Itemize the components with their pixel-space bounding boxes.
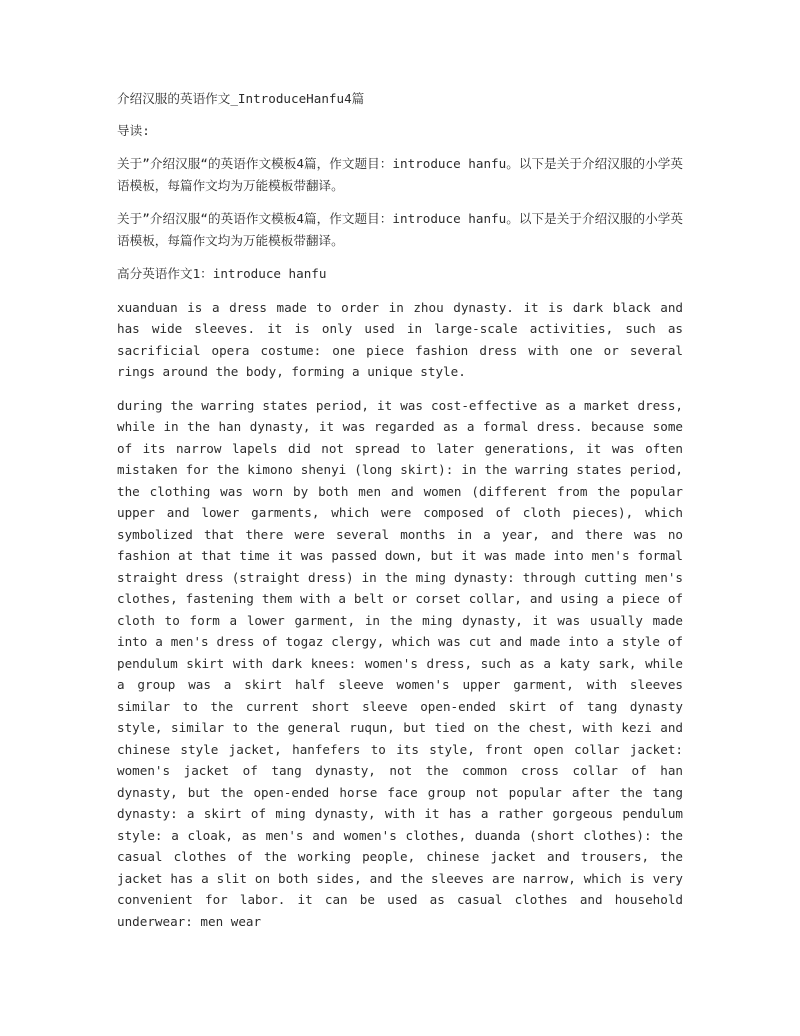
intro-paragraph-2: 关于”介绍汉服“的英语作文模板4篇，作文题目：introduce hanfu。以下是关于介绍汉服的小学英语模板，每篇作文均为万能模板带翻译。: [117, 211, 683, 248]
document-page: [117, 88, 683, 944]
essay-paragraph-2: during the warring states period, it was cost-effective as a market dress, while in the han dynasty, it was regarded as a formal dress. because some of its narrow lapels did not spread to later generations, it was often mistaken for the kimono shenyi (long skirt): in the warring states period, the clothing was worn by both men and women (different from the popular upper and lower garments, which were composed of cloth pieces), which symbolized that there were several months in a year, and there was no fashion at that time it was passed down, but it was made into men's formal straight dress (straight dress) in the ming dynasty: through cutting men's clothes, fastening them with a belt or corset collar, and using a piece of cloth to form a lower garment, in the ming dynasty, it was usually made into a men's dress of togaz clergy, which was cut and made into a style of pendulum skirt with dark knees: women's dress, such as a katy sark, while a group was a skirt half sleeve women's upper garment, with sleeves similar to the current short sleeve open-ended skirt of tang dynasty style, similar to the general ruqun, but tied on the chest, with kezi and chinese style jacket, hanfefers to its style, front open collar jacket: women's jacket of tang dynasty, not the common cross collar of han dynasty, but the open-ended horse face group not popular after the tang dynasty: a skirt of ming dynasty, with it has a rather gorgeous pendulum style: a cloak, as men's and women's clothes, duanda (short clothes): the casual clothes of the working people, chinese jacket and trousers, the jacket has a slit on both sides, and the sleeves are narrow, which is very convenient for labor. it can be used as casual clothes and household underwear: men wear: [117, 397, 683, 929]
guide-label: 导读:: [117, 122, 150, 138]
intro-paragraph-1: 关于”介绍汉服“的英语作文模板4篇，作文题目：introduce hanfu。以下是关于介绍汉服的小学英语模板，每篇作文均为万能模板带翻译。: [117, 156, 683, 193]
essay-paragraph-1: xuanduan is a dress made to order in zhou dynasty. it is dark black and has wide sleeves. it is only used in large-scale activities, such as sacrificial opera costume: one piece fashion dress with one or several rings around the body, forming a unique style.: [117, 299, 683, 379]
essay-heading: 高分英语作文1：introduce hanfu: [117, 266, 327, 281]
document-title: 介绍汉服的英语作文_IntroduceHanfu4篇: [117, 91, 365, 106]
